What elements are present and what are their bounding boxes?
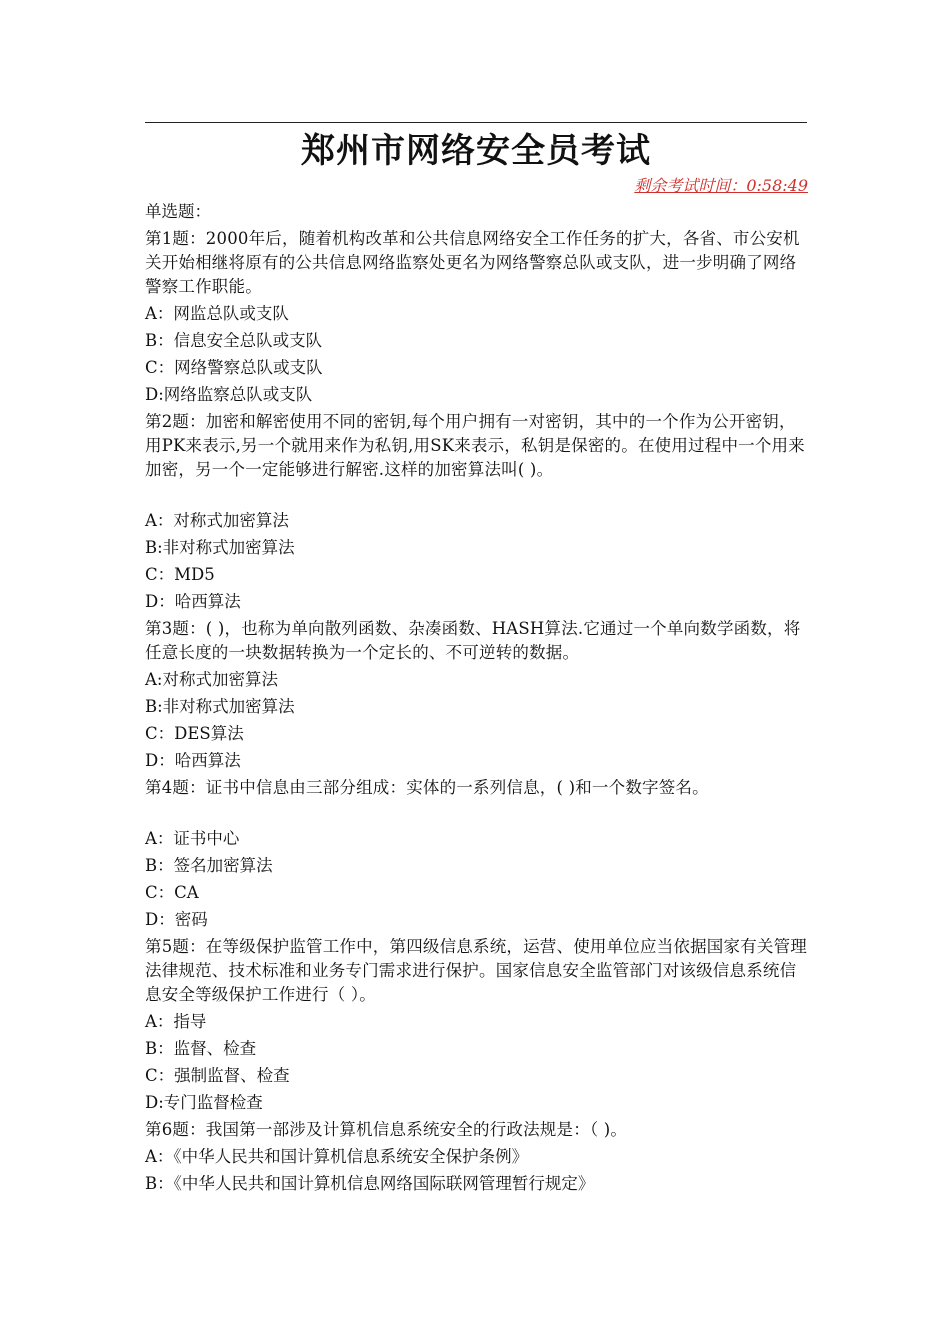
option-b[interactable]: B:非对称式加密算法 <box>145 538 295 557</box>
option-a[interactable]: A:对称式加密算法 <box>145 670 278 689</box>
option-a[interactable]: A：《中华人民共和国计算机信息系统安全保护条例》 <box>145 1147 529 1166</box>
option-a[interactable]: A：网监总队或支队 <box>145 304 289 323</box>
question-stem: 第5题：在等级保护监管工作中，第四级信息系统，运营、使用单位应当依据国家有关管理法律规范、技术标准和业务专门需求进行保护。国家信息安全监管部门对该级信息系统信息安全等级保护工作进行（ ）。 <box>145 937 807 1004</box>
question-stem: 第6题：我国第一部涉及计算机信息系统安全的行政法规是：（ )。 <box>145 1120 628 1139</box>
question-1 <box>145 227 807 407</box>
header-rule <box>145 122 807 123</box>
page-title: 郑州市网络安全员考试 <box>301 131 651 171</box>
option-c[interactable]: C：网络警察总队或支队 <box>145 358 323 377</box>
question-5 <box>145 935 807 1115</box>
option-c[interactable]: C：MD5 <box>145 565 215 584</box>
option-d[interactable]: D：哈西算法 <box>145 592 241 611</box>
option-b[interactable]: B:非对称式加密算法 <box>145 697 295 716</box>
option-d[interactable]: D:专门监督检查 <box>145 1093 263 1112</box>
option-b[interactable]: B：签名加密算法 <box>145 856 273 875</box>
question-stem: 第2题：加密和解密使用不同的密钥,每个用户拥有一对密钥，其中的一个作为公开密钥，用PK来表示,另一个就用来作为私钥,用SK来表示，私钥是保密的。在使用过程中一个用来加密，另一个一定能够进行解密.这样的加密算法叫( )。 <box>145 412 805 479</box>
option-d[interactable]: D：哈西算法 <box>145 751 241 770</box>
question-2 <box>145 410 807 614</box>
option-c[interactable]: C：DES算法 <box>145 724 244 743</box>
option-c[interactable]: C：CA <box>145 883 199 902</box>
option-b[interactable]: B：监督、检查 <box>145 1039 257 1058</box>
exam-timer: 剩余考试时间：0:58:49 <box>634 176 808 195</box>
question-6 <box>145 1118 807 1196</box>
option-a[interactable]: A：对称式加密算法 <box>145 511 289 530</box>
option-a[interactable]: A：证书中心 <box>145 829 240 848</box>
question-list <box>145 200 807 1196</box>
option-d[interactable]: D：密码 <box>145 910 208 929</box>
section-label: 单选题： <box>145 202 211 221</box>
question-stem: 第3题：( )，也称为单向散列函数、杂凑函数、HASH算法.它通过一个单向数学函数，将任意长度的一块数据转换为一个定长的、不可逆转的数据。 <box>145 619 801 662</box>
question-3 <box>145 617 807 773</box>
option-c[interactable]: C：强制监督、检查 <box>145 1066 290 1085</box>
question-4 <box>145 776 807 932</box>
option-a[interactable]: A：指导 <box>145 1012 207 1031</box>
question-stem: 第1题：2000年后，随着机构改革和公共信息网络安全工作任务的扩大，各省、市公安机关开始相继将原有的公共信息网络监察处更名为网络警察总队或支队，进一步明确了网络警察工作职能。 <box>145 229 800 296</box>
option-b[interactable]: B：《中华人民共和国计算机信息网络国际联网管理暂行规定》 <box>145 1174 595 1193</box>
question-stem: 第4题：证书中信息由三部分组成：实体的一系列信息，( )和一个数字签名。 <box>145 778 709 797</box>
option-b[interactable]: B：信息安全总队或支队 <box>145 331 323 350</box>
option-d[interactable]: D:网络监察总队或支队 <box>145 385 313 404</box>
